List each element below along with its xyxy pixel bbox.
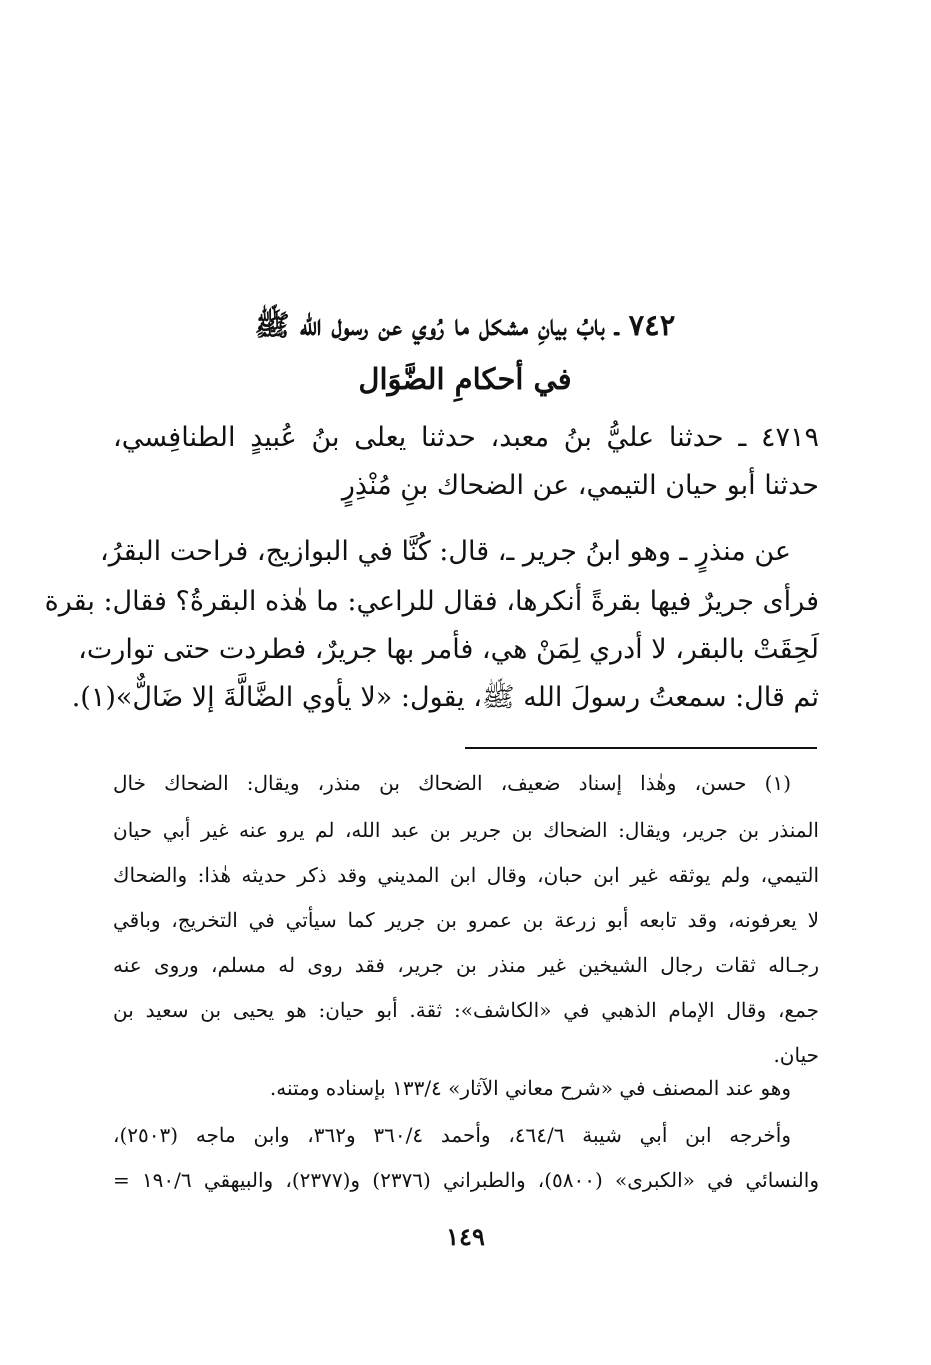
footnote-line-6: جمع، وقال الإمام الذهبي في «الكاشف»: ثقة. أبو حيان: هو يحيى بن سعيد بن bbox=[113, 998, 819, 1022]
footnote-line-10: والنسائي في «الكبرى» (٥٨٠٠)، والطبراني (٢٣٧٦) و(٢٣٧٧)، والبيهقي ١٩٠/٦ = bbox=[113, 1168, 819, 1192]
matn-line-3: لَحِقَتْ بالبقر، لا أدري لِمَنْ هي، فأمر بها جريرٌ، فطردت حتى توارت، bbox=[78, 634, 819, 665]
footnote-line-9: وأخرجه ابن أبي شيبة ٤٦٤/٦، وأحمد ٣٦٠/٤ و٣٦٢، وابن ماجه (٢٥٠٣)، bbox=[113, 1123, 792, 1147]
footnote-line-2: المنذر بن جرير، ويقال: الضحاك بن جرير بن عبد الله، لم يرو عنه غير أبي حيان bbox=[113, 818, 819, 842]
footnote-line-7: حيان. bbox=[773, 1043, 819, 1067]
page-number: ١٤٩ bbox=[446, 1222, 485, 1251]
footnote-line-4: لا يعرفونه، وقد تابعه أبو زرعة بن عمرو بن جرير كما سيأتي في التخريج، وباقي bbox=[113, 908, 819, 932]
chapter-title-line-2: في أحكامِ الضَّوَال bbox=[358, 362, 572, 396]
chapter-title bbox=[120, 298, 810, 406]
footnote-line-5: رجـاله ثقات رجال الشيخين غير منذر بن جرير، فقد روى له مسلم، وروى عنه bbox=[113, 953, 819, 977]
matn-line-2: فرأى جريرٌ فيها بقرةً أنكرها، فقال للراعي: ما هٰذه البقرةُ؟ فقال: بقرة bbox=[44, 586, 819, 617]
isnad-line-2: حدثنا أبو حيان التيمي، عن الضحاك بنِ مُنْذِرٍ bbox=[341, 470, 819, 501]
footnote-line-3: التيمي، ولم يوثقه غير ابن حبان، وقال ابن المديني وقد ذكر حديثه هٰذا: والضحاك bbox=[113, 863, 819, 887]
chapter-title-line-1: ٧٤٢ ـ بابُ بيانِ مشكل ما رُوي عن رسول الله ﷺ bbox=[254, 308, 676, 342]
matn-line-1: عن منذرٍ ـ وهو ابنُ جرير ـ، قال: كُنَّا في البوازيج، فراحت البقرُ، bbox=[100, 536, 791, 567]
isnad-line-1: ٤٧١٩ ـ حدثنا عليُّ بنُ معبد، حدثنا يعلى بنُ عُبيدٍ الطنافِسي، bbox=[113, 422, 819, 453]
footnote-line-1: (١) حسن، وهٰذا إسناد ضعيف، الضحاك بن منذر، ويقال: الضحاك خال bbox=[113, 771, 791, 795]
footnote-separator bbox=[465, 747, 817, 749]
matn-line-4: ثم قال: سمعتُ رسولَ الله ﷺ، يقول: «لا يأوي الضَّالَّةَ إلا ضَالٌّ»(١). bbox=[71, 682, 819, 713]
footnote-line-8: وهو عند المصنف في «شرح معاني الآثار» ١٣٣/٤ بإسناده ومتنه. bbox=[269, 1076, 791, 1100]
